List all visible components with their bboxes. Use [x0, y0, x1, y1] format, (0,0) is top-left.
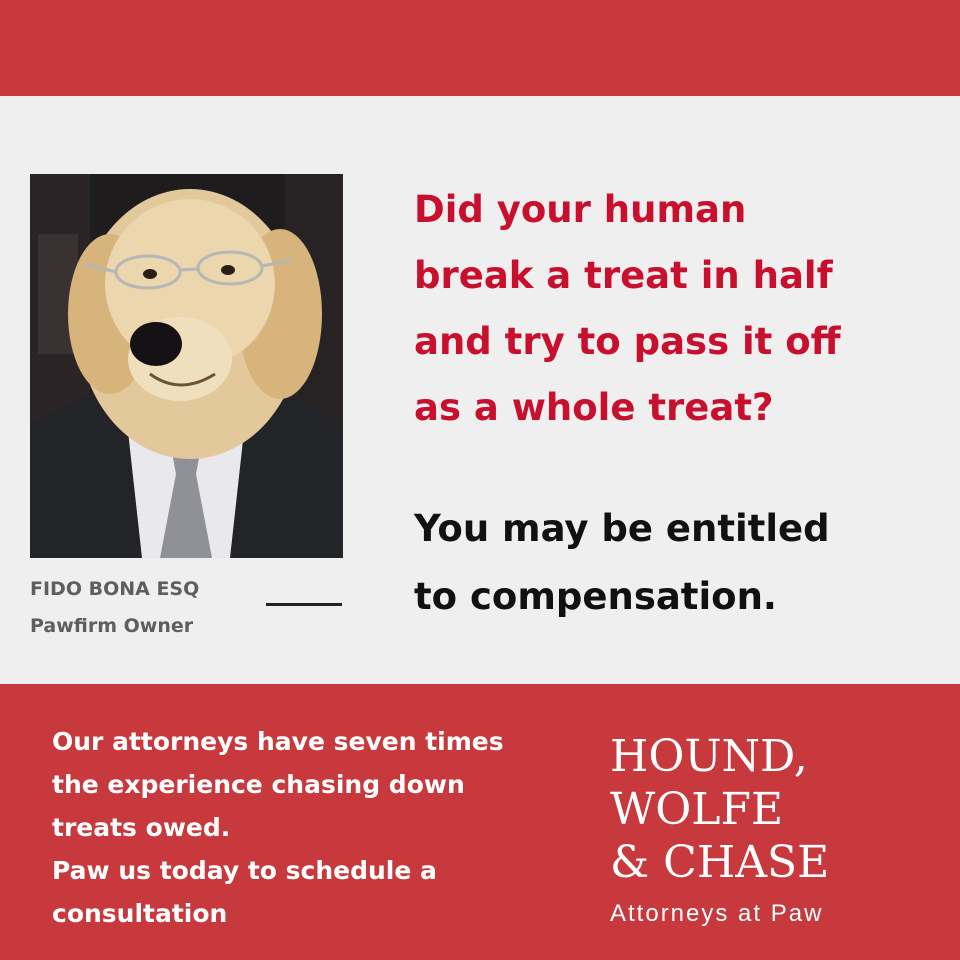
portrait-name: FIDO BONA ESQ	[30, 578, 200, 600]
headline-line: break a treat in half	[414, 254, 833, 297]
headline	[414, 177, 934, 441]
body-line: Paw us today to schedule a	[52, 856, 437, 885]
body-line: Our attorneys have seven times	[52, 727, 504, 756]
caption-divider	[266, 603, 342, 606]
firm-name-line: HOUND,	[610, 731, 808, 782]
subhead-line: to compensation.	[414, 575, 777, 618]
firm-tagline: Attorneys at Paw	[610, 900, 824, 927]
headline-line: as a whole treat?	[414, 386, 774, 429]
body-line: the experience chasing down	[52, 770, 465, 799]
body-line: treats owed.	[52, 813, 231, 842]
headline-line: and try to pass it off	[414, 320, 841, 363]
portrait-role: Pawfirm Owner	[30, 615, 194, 637]
subhead-line: You may be entitled	[414, 507, 830, 550]
subhead	[414, 495, 934, 631]
firm-logo	[610, 730, 829, 889]
top-red-band	[0, 0, 960, 96]
body-line: consultation	[52, 899, 228, 928]
dog-in-suit-photo-icon	[30, 174, 343, 558]
headline-line: Did your human	[414, 188, 747, 231]
portrait-photo	[30, 174, 343, 558]
body-copy	[52, 720, 572, 935]
firm-name-line: WOLFE	[610, 784, 784, 835]
firm-name-line: & CHASE	[610, 837, 830, 888]
